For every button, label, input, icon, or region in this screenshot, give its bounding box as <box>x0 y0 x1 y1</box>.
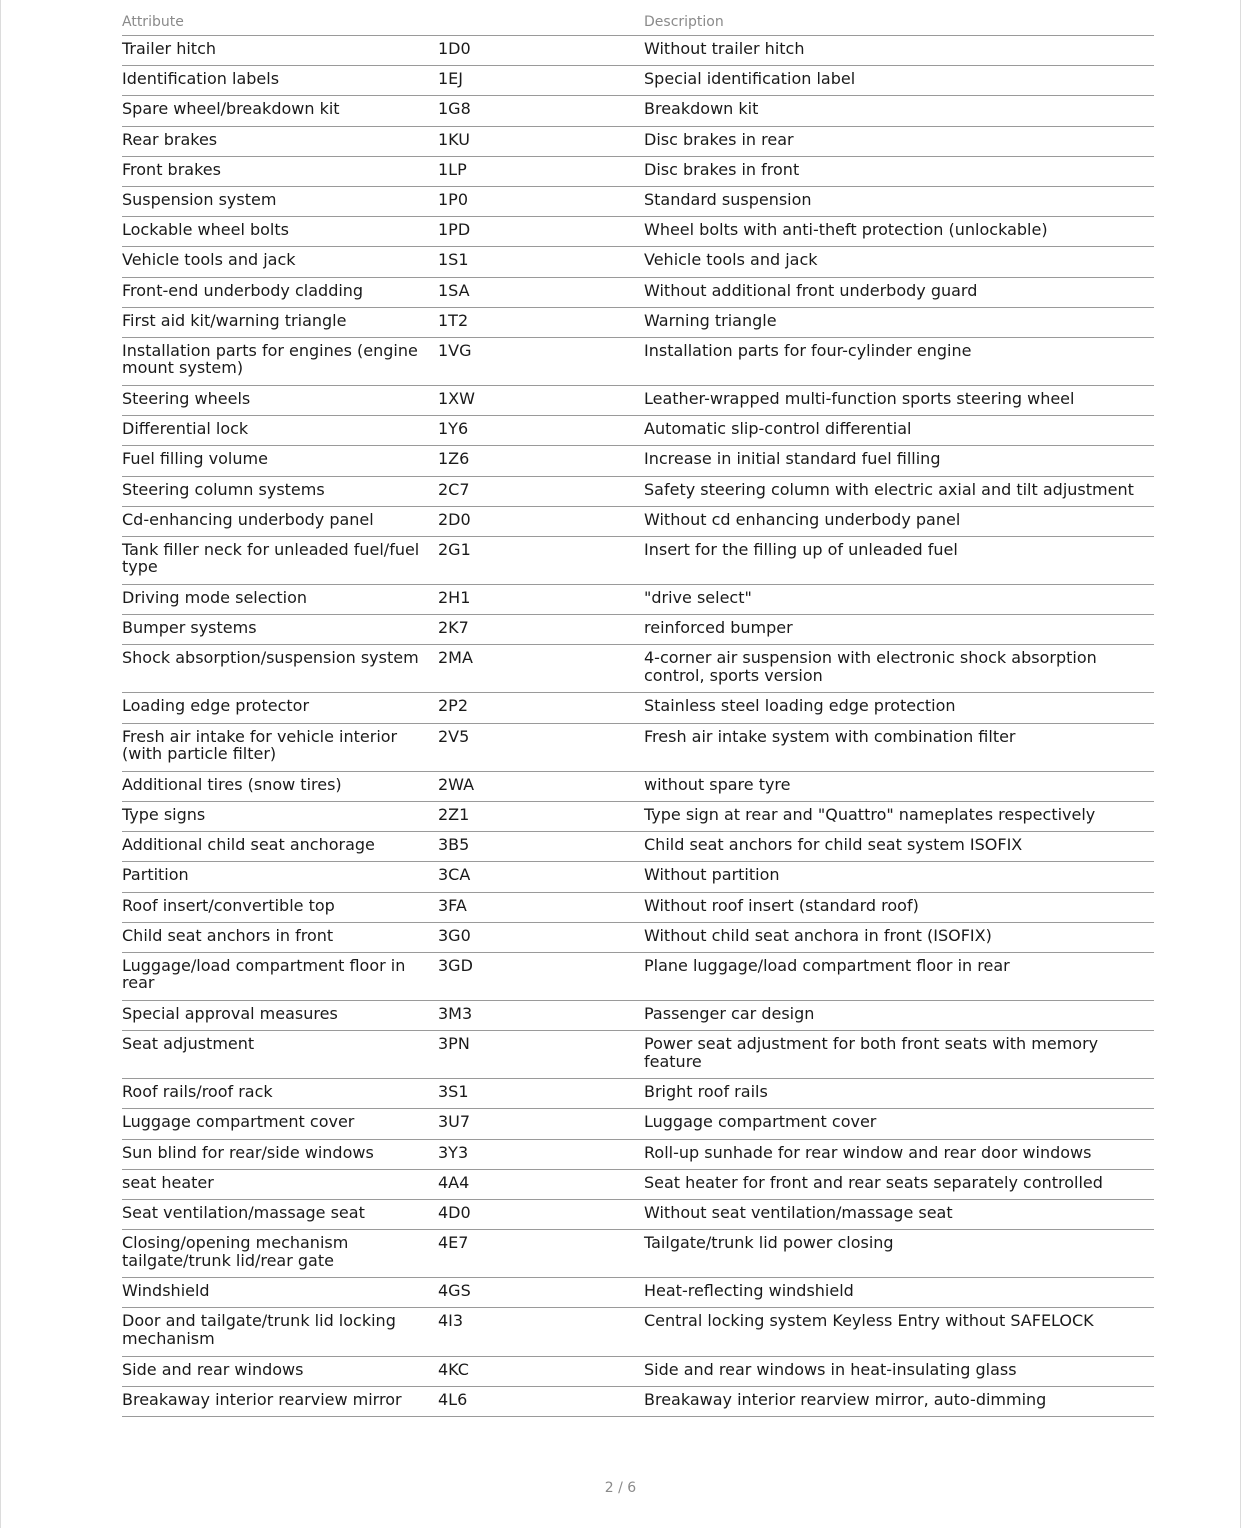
code-cell: 4E7 <box>438 1233 469 1253</box>
table-row <box>122 386 1154 416</box>
description-cell: reinforced bumper <box>644 618 793 638</box>
code-cell: 2MA <box>438 648 473 668</box>
table-row <box>122 187 1154 217</box>
attribute-cell: Type signs <box>122 804 206 824</box>
table-row <box>122 1387 1154 1417</box>
table-header <box>122 10 1154 36</box>
attribute-cell: Seat ventilation/massage seat <box>122 1203 365 1222</box>
table-row <box>122 953 1154 1001</box>
table-row <box>122 1079 1154 1109</box>
attribute-cell: Roof rails/roof rack <box>122 1082 273 1102</box>
description-cell: Tailgate/trunk lid power closing <box>644 1233 894 1253</box>
code-cell: 2P2 <box>438 696 469 716</box>
code-cell: 4A4 <box>438 1172 470 1192</box>
table-row <box>122 1230 1154 1278</box>
description-cell: Breakdown kit <box>644 99 759 119</box>
table-row <box>122 127 1154 157</box>
description-cell: 4-corner air suspension with electronic shock absorption control, sports version <box>644 648 1097 685</box>
attribute-cell: Luggage compartment cover <box>122 1112 355 1132</box>
attribute-cell: Partition <box>122 865 189 885</box>
code-cell: 4D0 <box>438 1203 471 1222</box>
description-cell: Heat-reflecting windshield <box>644 1281 854 1301</box>
description-cell: Without roof insert (standard roof) <box>644 895 919 915</box>
code-cell: 3PN <box>438 1034 470 1054</box>
description-cell: Luggage compartment cover <box>644 1112 877 1132</box>
table-row <box>122 693 1154 723</box>
table-row <box>122 278 1154 308</box>
description-cell: Side and rear windows in heat-insulating glass <box>644 1359 1017 1379</box>
description-cell: Without partition <box>644 865 780 885</box>
table-row <box>122 615 1154 645</box>
code-cell: 2H1 <box>438 588 471 607</box>
attribute-cell: seat heater <box>122 1172 214 1192</box>
attribute-cell: Bumper systems <box>122 618 257 638</box>
code-cell: 4I3 <box>438 1311 464 1331</box>
attribute-cell: Seat adjustment <box>122 1034 255 1054</box>
code-cell: 2WA <box>438 774 475 794</box>
attribute-cell: Trailer hitch <box>122 39 216 58</box>
attribute-cell: Steering column systems <box>122 479 325 499</box>
table-row <box>122 157 1154 187</box>
description-cell: Fresh air intake system with combination filter <box>644 726 1016 746</box>
table-row <box>122 923 1154 953</box>
table-row <box>122 1140 1154 1170</box>
code-cell: 1XW <box>438 388 475 408</box>
table-row <box>122 802 1154 832</box>
attribute-cell: Installation parts for engines (engine mount system) <box>122 340 418 378</box>
table-row <box>122 1001 1154 1031</box>
code-cell: 2Z1 <box>438 804 470 824</box>
code-cell: 1Y6 <box>438 419 469 439</box>
code-cell: 2D0 <box>438 509 471 529</box>
description-cell: Without child seat anchora in front (ISOFIX) <box>644 925 992 945</box>
attribute-cell: Side and rear windows <box>122 1359 304 1379</box>
code-cell: 4KC <box>438 1359 469 1379</box>
table-row <box>122 1031 1154 1079</box>
description-cell: Type sign at rear and "Quattro" nameplates respectively <box>644 804 1096 824</box>
attribute-cell: Differential lock <box>122 419 249 439</box>
code-cell: 2C7 <box>438 479 470 499</box>
attribute-cell: Vehicle tools and jack <box>122 250 296 270</box>
attribute-cell: Shock absorption/suspension system <box>122 648 419 668</box>
attribute-cell: Additional child seat anchorage <box>122 835 375 855</box>
table-body <box>122 36 1154 1417</box>
attribute-cell: Closing/opening mechanism tailgate/trunk lid/rear gate <box>122 1233 349 1270</box>
equipment-table <box>122 10 1154 1417</box>
attribute-cell: Loading edge protector <box>122 696 310 716</box>
page-left-edge <box>0 0 1 1528</box>
table-row <box>122 338 1154 386</box>
code-cell: 1PD <box>438 220 471 240</box>
code-cell: 2V5 <box>438 726 470 746</box>
table-row <box>122 1109 1154 1139</box>
table-row <box>122 36 1154 66</box>
description-cell: Disc brakes in rear <box>644 129 794 149</box>
code-cell: 3G0 <box>438 925 471 945</box>
description-cell: Automatic slip-control differential <box>644 419 912 439</box>
table-row <box>122 96 1154 126</box>
attribute-cell: Special approval measures <box>122 1003 338 1023</box>
description-cell: Breakaway interior rearview mirror, auto-dimming <box>644 1389 1047 1409</box>
attribute-cell: First aid kit/warning triangle <box>122 310 347 330</box>
description-cell: Plane luggage/load compartment floor in rear <box>644 955 1010 975</box>
description-cell: Roll-up sunhade for rear window and rear door windows <box>644 1142 1092 1162</box>
code-cell: 1VG <box>438 340 472 360</box>
attribute-cell: Fresh air intake for vehicle interior (with particle filter) <box>122 726 398 764</box>
code-cell: 1SA <box>438 280 470 300</box>
header-attribute: Attribute <box>122 13 184 30</box>
code-cell: 1G8 <box>438 99 471 119</box>
attribute-cell: Fuel filling volume <box>122 449 268 469</box>
code-cell: 3Y3 <box>438 1142 469 1162</box>
table-row <box>122 308 1154 338</box>
attribute-cell: Roof insert/convertible top <box>122 895 335 915</box>
code-cell: 4L6 <box>438 1389 468 1409</box>
attribute-cell: Rear brakes <box>122 129 218 149</box>
description-cell: Safety steering column with electric axial and tilt adjustment <box>644 479 1134 499</box>
header-description: Description <box>644 13 724 30</box>
table-row <box>122 645 1154 693</box>
attribute-cell: Steering wheels <box>122 388 251 408</box>
code-cell: 1KU <box>438 129 470 149</box>
attribute-cell: Spare wheel/breakdown kit <box>122 99 340 119</box>
code-cell: 2K7 <box>438 618 469 638</box>
table-row <box>122 1308 1154 1356</box>
table-row <box>122 416 1154 446</box>
code-cell: 3M3 <box>438 1003 473 1023</box>
code-cell: 1D0 <box>438 39 471 58</box>
description-cell: Warning triangle <box>644 310 777 330</box>
attribute-cell: Front-end underbody cladding <box>122 280 364 300</box>
table-row <box>122 724 1154 772</box>
attribute-cell: Lockable wheel bolts <box>122 220 289 240</box>
attribute-cell: Front brakes <box>122 159 221 179</box>
code-cell: 1S1 <box>438 250 469 270</box>
table-row <box>122 247 1154 277</box>
code-cell: 3U7 <box>438 1112 471 1132</box>
table-row <box>122 537 1154 585</box>
description-cell: Without trailer hitch <box>644 39 805 58</box>
page-indicator: 2 / 6 <box>604 1480 637 1496</box>
attribute-cell: Identification labels <box>122 69 280 89</box>
table-row <box>122 772 1154 802</box>
description-cell: Without seat ventilation/massage seat <box>644 1203 953 1222</box>
code-cell: 3FA <box>438 895 467 915</box>
description-cell: Vehicle tools and jack <box>644 250 818 270</box>
table-row <box>122 66 1154 96</box>
table-row <box>122 1200 1154 1230</box>
table-row <box>122 217 1154 247</box>
attribute-cell: Door and tailgate/trunk lid locking mechanism <box>122 1311 396 1348</box>
description-cell: Disc brakes in front <box>644 159 800 179</box>
table-row <box>122 585 1154 615</box>
description-cell: Central locking system Keyless Entry without SAFELOCK <box>644 1311 1094 1331</box>
code-cell: 3B5 <box>438 835 470 855</box>
code-cell: 2G1 <box>438 539 471 559</box>
code-cell: 1Z6 <box>438 449 470 469</box>
description-cell: Without cd enhancing underbody panel <box>644 509 961 529</box>
attribute-cell: Additional tires (snow tires) <box>122 774 342 794</box>
attribute-cell: Tank filler neck for unleaded fuel/fuel type <box>122 539 420 577</box>
table-row <box>122 477 1154 507</box>
attribute-cell: Sun blind for rear/side windows <box>122 1142 374 1162</box>
code-cell: 4GS <box>438 1281 471 1301</box>
attribute-cell: Cd-enhancing underbody panel <box>122 509 374 529</box>
attribute-cell: Suspension system <box>122 189 277 209</box>
code-cell: 1LP <box>438 159 467 179</box>
description-cell: Leather-wrapped multi-function sports steering wheel <box>644 388 1075 408</box>
description-cell: Standard suspension <box>644 189 812 209</box>
description-cell: Without additional front underbody guard <box>644 280 978 300</box>
table-row <box>122 862 1154 892</box>
table-row <box>122 832 1154 862</box>
description-cell: Seat heater for front and rear seats separately controlled <box>644 1172 1103 1192</box>
code-cell: 1P0 <box>438 189 469 209</box>
description-cell: Special identification label <box>644 69 856 89</box>
description-cell: Installation parts for four-cylinder engine <box>644 340 972 360</box>
description-cell: without spare tyre <box>644 774 791 794</box>
attribute-cell: Breakaway interior rearview mirror <box>122 1389 402 1409</box>
description-cell: Bright roof rails <box>644 1082 768 1102</box>
attribute-cell: Driving mode selection <box>122 588 308 607</box>
table-row <box>122 1278 1154 1308</box>
code-cell: 1T2 <box>438 310 469 330</box>
code-cell: 1EJ <box>438 69 464 89</box>
description-cell: Wheel bolts with anti-theft protection (unlockable) <box>644 220 1048 240</box>
description-cell: Passenger car design <box>644 1003 815 1023</box>
table-row <box>122 893 1154 923</box>
table-row <box>122 1170 1154 1200</box>
description-cell: Insert for the filling up of unleaded fuel <box>644 539 958 559</box>
table-row <box>122 446 1154 476</box>
table-row <box>122 507 1154 537</box>
description-cell: Stainless steel loading edge protection <box>644 696 956 716</box>
description-cell: Power seat adjustment for both front seats with memory feature <box>644 1034 1099 1071</box>
attribute-cell: Luggage/load compartment floor in rear <box>122 955 406 993</box>
description-cell: "drive select" <box>644 588 752 607</box>
attribute-cell: Windshield <box>122 1281 210 1301</box>
table-row <box>122 1357 1154 1387</box>
code-cell: 3S1 <box>438 1082 469 1102</box>
code-cell: 3GD <box>438 955 473 975</box>
description-cell: Child seat anchors for child seat system ISOFIX <box>644 835 1023 855</box>
description-cell: Increase in initial standard fuel filling <box>644 449 941 469</box>
attribute-cell: Child seat anchors in front <box>122 925 334 945</box>
code-cell: 3CA <box>438 865 471 885</box>
